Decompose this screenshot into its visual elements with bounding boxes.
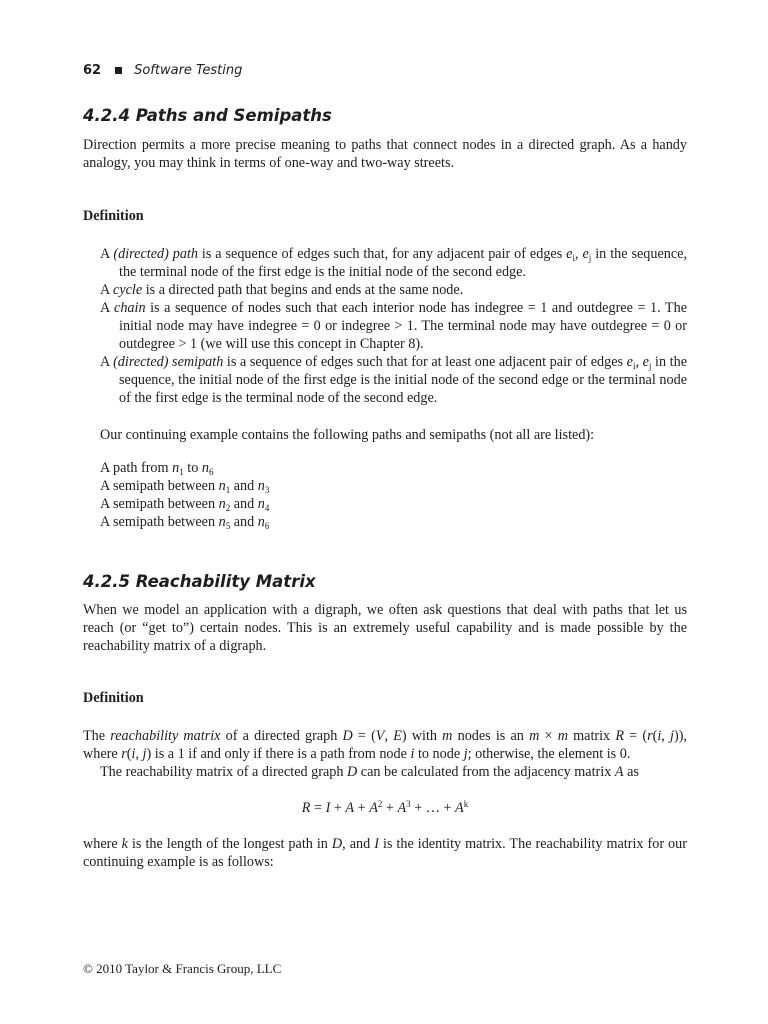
section-heading-reachability: 4.2.5 Reachability Matrix [83, 572, 316, 591]
list-item: A semipath between $n_5$ and $n_6$ [100, 514, 270, 531]
example-list [100, 459, 269, 531]
def-directed-path: A (directed) path is a sequence of edges such that, for any adjacent pair of edges $e_i$, $e_j$ in the sequence, the terminal node of the first edge is the initial node of the second edge. [100, 246, 688, 280]
reachability-after-text: where k is the length of the longest path in D, and I is the identity matrix. The reachability matrix for our continuing example is as follows: [83, 836, 687, 870]
reachability-definition: The reachability matrix of a directed graph D = (V, E) with m nodes is an m × m matrix R = (r(i, j)), where r(i, j) is a 1 if and only if there is a path from node i to node j; otherwise, the element is 0. [83, 728, 687, 762]
list-item: A path from $n_1$ to $n_6$ [100, 460, 214, 477]
paths-intro-paragraph: Direction permits a more precise meaning to paths that connect nodes in a directed graph. As a handy analogy, you may think in terms of one-way and two-way streets. [83, 137, 687, 171]
copyright-footer: © 2010 Taylor & Francis Group, LLC [83, 961, 282, 976]
reachability-intro-paragraph: When we model an application with a digraph, we often ask questions that deal with paths that let us reach (or “get to”) certain nodes. This is an extremely useful capability and is made possible by the reachability matrix of a digraph. [83, 602, 687, 654]
definition-label: Definition [83, 208, 144, 224]
reachability-calculation-text: The reachability matrix of a directed graph D can be calculated from the adjacency matrix A as [100, 764, 639, 780]
example-intro: Our continuing example contains the following paths and semipaths (not all are listed): [100, 427, 595, 443]
definition-label: Definition [83, 690, 144, 706]
def-cycle: A cycle is a directed path that begins and ends at the same node. [100, 282, 464, 298]
def-semipath: A (directed) semipath is a sequence of edges such that for at least one adjacent pair of edges $e_i$, $e_j$ in the sequence, the initial node of the first edge is the initial node of the second edge or the terminal node of the first edge is the terminal node of the second edge. [100, 354, 687, 406]
running-header [83, 61, 242, 80]
list-item: A semipath between $n_1$ and $n_3$ [100, 478, 270, 495]
list-item: A semipath between $n_2$ and $n_4$ [100, 496, 270, 513]
square-bullet-icon [115, 67, 122, 74]
section-heading-paths: 4.2.4 Paths and Semipaths [83, 106, 332, 125]
definition-list [100, 245, 687, 407]
reachability-equation: $R = I + A + A^2 + A^3$ + … + $A^k$ [301, 799, 469, 816]
def-chain: A chain is a sequence of nodes such that each interior node has indegree = 1 and outdegree = 1. The initial node may have indegree = 0 or indegree > 1. The terminal node may have outdegree = 0 or outdegree > 1 (we will use this concept in Chapter 8). [100, 300, 687, 352]
page-number: 62 [83, 63, 102, 78]
book-title: Software Testing [134, 63, 243, 78]
